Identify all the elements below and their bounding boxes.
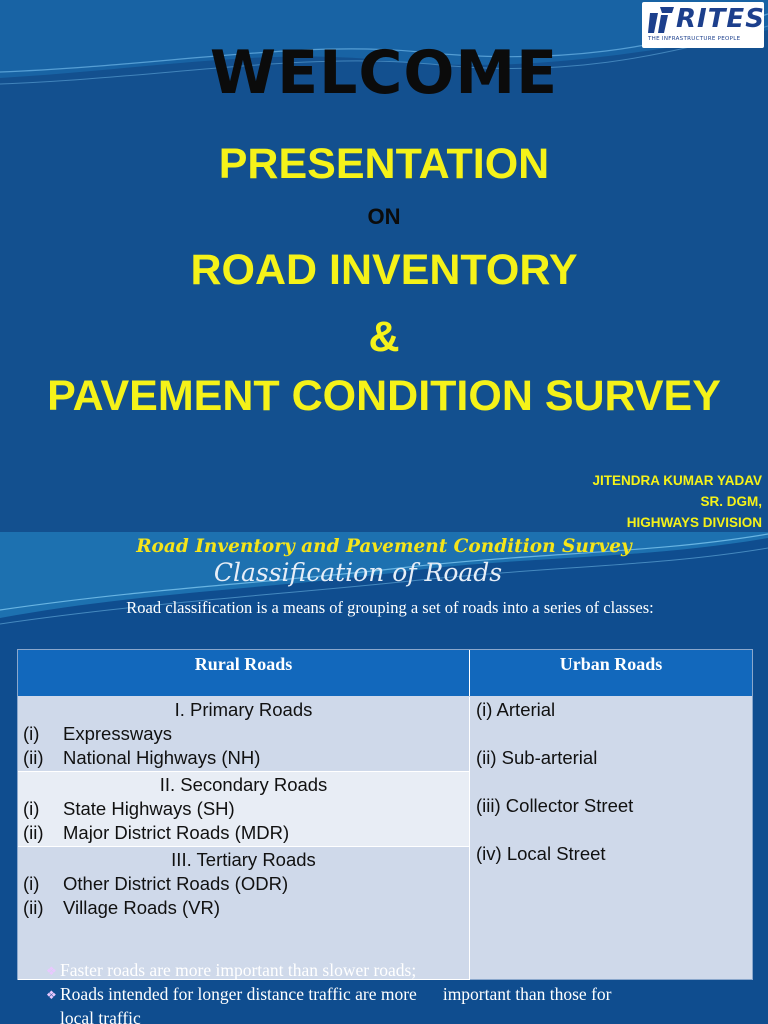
item-label: State Highways (SH) <box>63 798 235 819</box>
classification-table <box>17 649 753 980</box>
secondary-roads-cell <box>18 772 470 847</box>
welcome-heading: WELCOME <box>209 38 559 108</box>
group-heading: I. Primary Roads <box>174 699 313 720</box>
item-number: (ii) <box>23 822 44 843</box>
list-item <box>23 897 220 919</box>
author-block <box>592 470 762 532</box>
item-label: Other District Roads (ODR) <box>63 873 289 894</box>
presentation-heading: PRESENTATION <box>218 140 550 188</box>
diamond-bullet-icon: ❖ <box>46 964 57 978</box>
list-item <box>23 873 288 895</box>
logo-tagline: THE INFRASTRUCTURE PEOPLE <box>648 36 741 42</box>
item-number: (i) <box>23 723 40 744</box>
item-label: Major District Roads (MDR) <box>63 822 290 843</box>
list-item <box>23 747 260 769</box>
group-heading: II. Secondary Roads <box>159 774 328 795</box>
bullet-continuation <box>46 1006 756 1024</box>
urban-roads-header: Urban Roads <box>470 650 752 696</box>
item-label: Village Roads (VR) <box>63 897 220 918</box>
bullet-list <box>46 958 756 1024</box>
list-item <box>23 798 235 820</box>
author-division: HIGHWAYS DIVISION <box>626 515 762 530</box>
bullet-text-continued: important than those for <box>442 984 612 1004</box>
list-item <box>23 822 289 844</box>
item-number: (i) <box>23 798 40 819</box>
bullet-text: local traffic <box>60 1008 141 1024</box>
classification-slide <box>0 532 768 1024</box>
slide-title: Classification of Roads <box>213 558 503 587</box>
rural-roads-header: Rural Roads <box>18 650 470 696</box>
logo-brand-text: RITES <box>676 4 765 34</box>
slide-header: Road Inventory and Pavement Condition Survey <box>136 536 632 557</box>
rites-logo-mark-icon <box>648 5 674 35</box>
ampersand-heading: & <box>368 313 400 361</box>
urban-item-arterial: (i) Arterial <box>476 699 556 720</box>
item-label: National Highways (NH) <box>63 747 261 768</box>
on-label: ON <box>367 204 401 229</box>
bullet-item <box>46 982 756 1006</box>
road-inventory-heading: ROAD INVENTORY <box>190 246 578 294</box>
item-label: Expressways <box>63 723 172 744</box>
primary-roads-cell <box>18 697 470 772</box>
item-number: (i) <box>23 873 40 894</box>
item-number: (ii) <box>23 897 44 918</box>
author-designation: SR. DGM, <box>700 494 762 509</box>
bullet-text: Roads intended for longer distance traffic are more <box>60 984 417 1004</box>
diamond-bullet-icon: ❖ <box>46 988 57 1002</box>
bullet-item <box>46 958 756 982</box>
list-item <box>23 723 172 745</box>
urban-roads-cell <box>470 697 752 979</box>
urban-item-collector: (iii) Collector Street <box>476 795 634 816</box>
intro-text: Road classification is a means of grouping a set of roads into a series of classes: <box>126 598 654 617</box>
urban-item-sub-arterial: (ii) Sub-arterial <box>476 747 598 768</box>
bullet-text: Faster roads are more important than slower roads; <box>60 960 417 980</box>
urban-item-local: (iv) Local Street <box>476 843 606 864</box>
author-name: JITENDRA KUMAR YADAV <box>592 473 762 488</box>
group-heading: III. Tertiary Roads <box>171 849 316 870</box>
item-number: (ii) <box>23 747 44 768</box>
pavement-survey-heading: PAVEMENT CONDITION SURVEY <box>47 372 721 420</box>
